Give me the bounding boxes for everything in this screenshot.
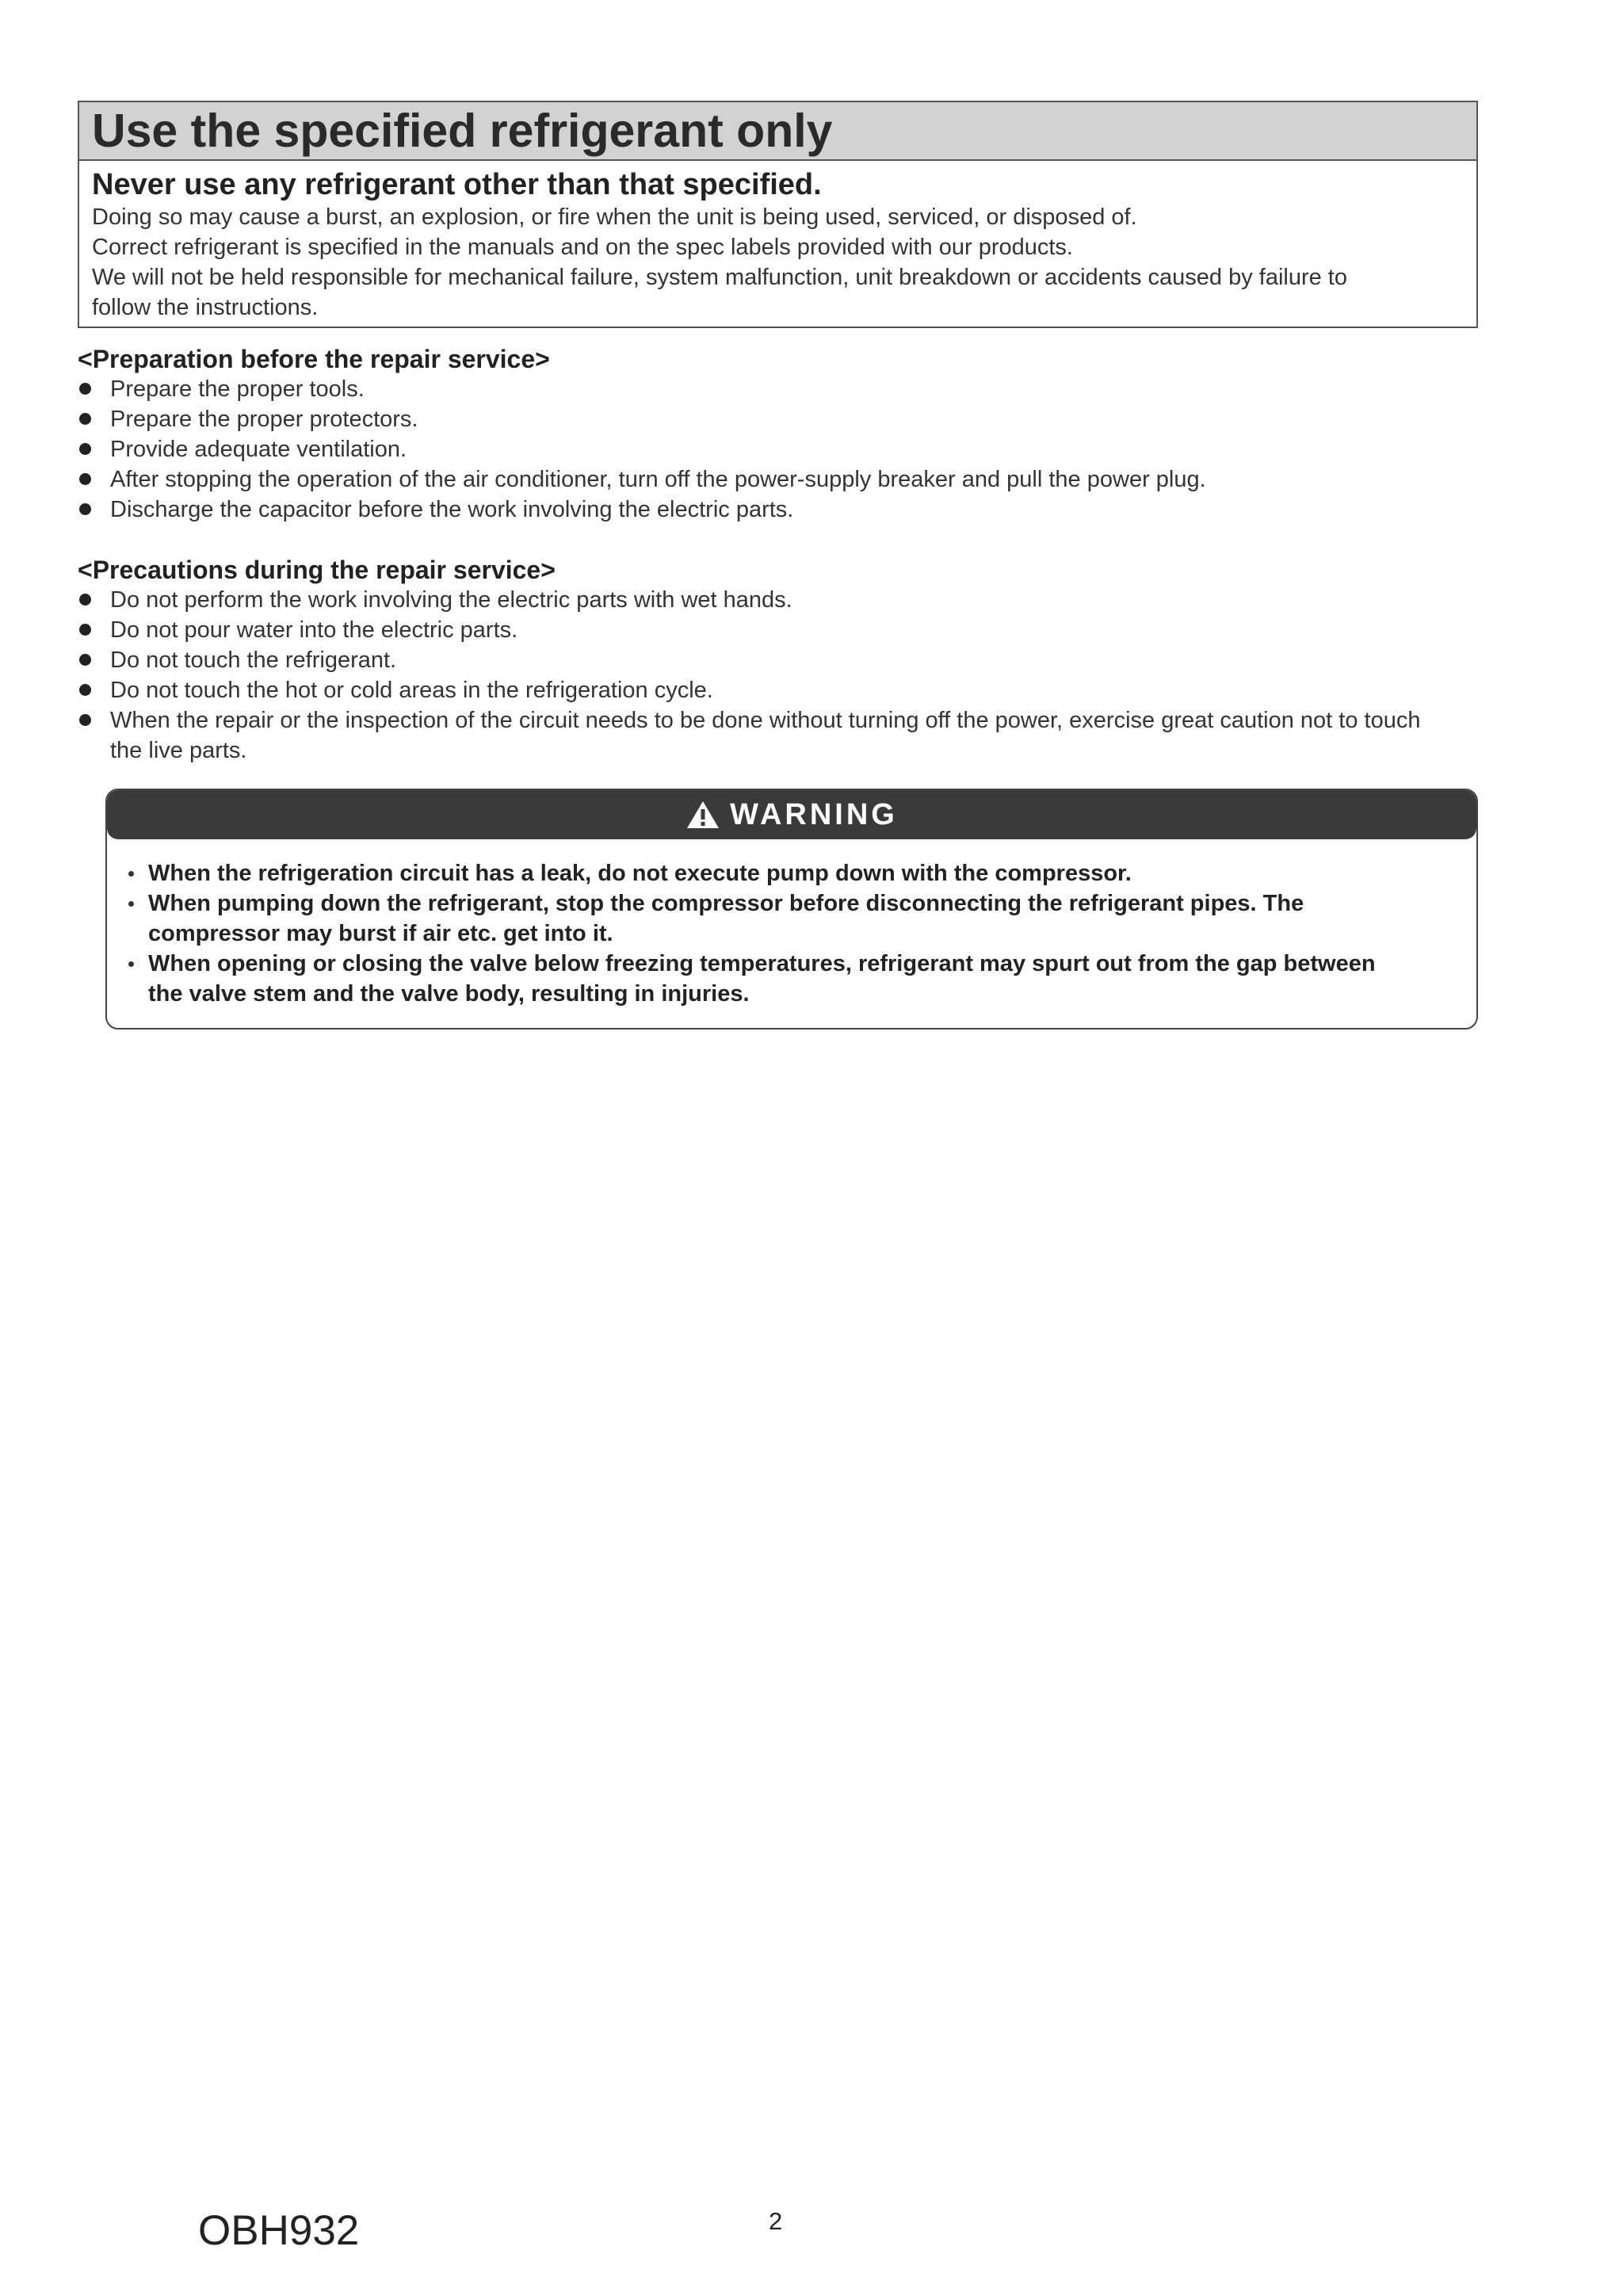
bullet-icon xyxy=(79,594,91,606)
warning-list xyxy=(107,839,1476,1009)
precautions-list xyxy=(78,585,1488,766)
warning-box xyxy=(105,789,1478,1030)
precautions-section xyxy=(78,555,1488,766)
list-item: Do not pour water into the electric parts. xyxy=(78,615,1488,645)
list-item: When pumping down the refrigerant, stop the compressor before disconnecting the refrigerant pipes. The compressor may burst if air etc. get into it. xyxy=(107,888,1476,949)
warning-label: WARNING xyxy=(730,797,898,831)
preparation-heading: <Preparation before the repair service> xyxy=(78,345,550,373)
list-item: Prepare the proper protectors. xyxy=(78,404,1488,434)
bullet-icon xyxy=(79,684,91,696)
notice-title: Use the specified refrigerant only xyxy=(79,102,1476,161)
list-item: When opening or closing the valve below freezing temperatures, refrigerant may spurt out from the gap between the valve stem and the valve body, resulting in injuries. xyxy=(107,949,1476,1009)
notice-line: We will not be held responsible for mechanical failure, system malfunction, unit breakdown or accidents caused by failure to xyxy=(92,265,1347,290)
bullet-icon xyxy=(79,473,91,485)
notice-subtitle: Never use any refrigerant other than that specified. xyxy=(92,168,822,201)
bullet-icon xyxy=(128,871,134,877)
refrigerant-notice-box xyxy=(78,101,1478,328)
preparation-list xyxy=(78,374,1488,525)
list-item: Discharge the capacitor before the work involving the electric parts. xyxy=(78,495,1488,525)
bullet-icon xyxy=(79,383,91,395)
notice-body xyxy=(79,161,1476,323)
notice-line: follow the instructions. xyxy=(92,295,319,320)
list-item: Do not touch the hot or cold areas in the refrigeration cycle. xyxy=(78,675,1488,705)
bullet-icon xyxy=(79,443,91,455)
list-item: When the refrigeration circuit has a leak, do not execute pump down with the compressor. xyxy=(107,858,1476,888)
bullet-icon xyxy=(79,654,91,666)
list-item: Do not perform the work involving the electric parts with wet hands. xyxy=(78,585,1488,615)
warning-header xyxy=(107,790,1476,839)
page-number: 2 xyxy=(769,2207,783,2235)
bullet-icon xyxy=(79,714,91,726)
document-code: OBH932 xyxy=(198,2207,360,2254)
bullet-icon xyxy=(79,413,91,425)
list-item: Provide adequate ventilation. xyxy=(78,434,1488,464)
bullet-icon xyxy=(128,901,134,907)
list-item: When the repair or the inspection of the circuit needs to be done without turning off the power, exercise great caution not to touch the live parts. xyxy=(78,705,1488,766)
bullet-icon xyxy=(79,624,91,636)
preparation-section xyxy=(78,344,1488,525)
notice-line: Correct refrigerant is specified in the manuals and on the spec labels provided with our products. xyxy=(92,235,1073,260)
warning-triangle-icon xyxy=(685,800,720,830)
notice-line: Doing so may cause a burst, an explosion, or fire when the unit is being used, serviced, or disposed of. xyxy=(92,204,1137,230)
precautions-heading: <Precautions during the repair service> xyxy=(78,556,556,584)
list-item: Do not touch the refrigerant. xyxy=(78,645,1488,675)
list-item: After stopping the operation of the air conditioner, turn off the power-supply breaker and pull the power plug. xyxy=(78,464,1488,495)
bullet-icon xyxy=(79,503,91,515)
bullet-icon xyxy=(128,961,134,967)
list-item: Prepare the proper tools. xyxy=(78,374,1488,404)
